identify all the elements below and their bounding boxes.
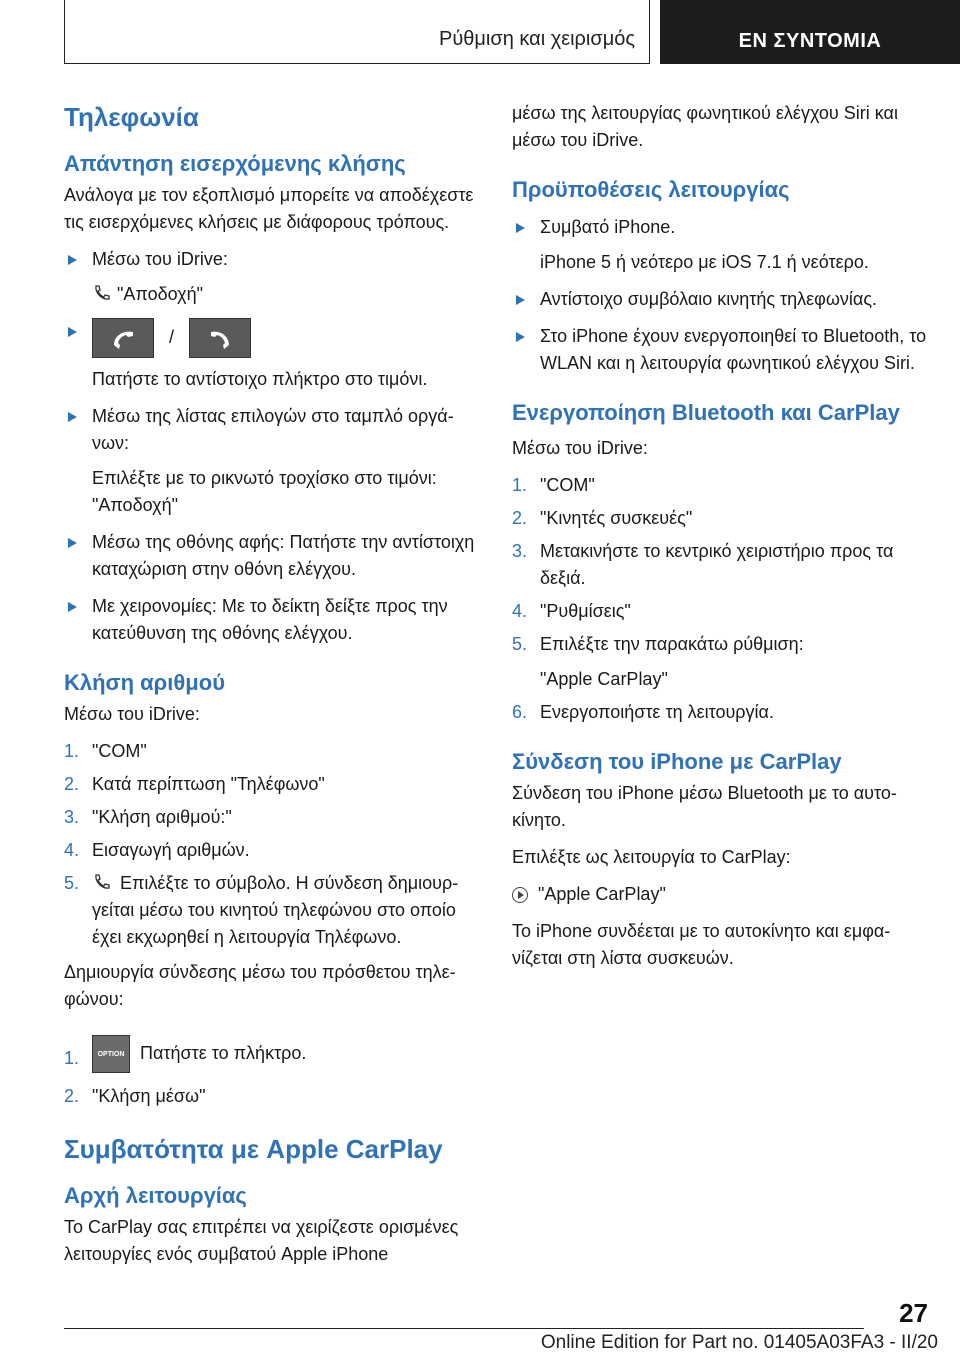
chapter-tab[interactable]: ΕΝ ΣΥΝΤΟΜΙΑ bbox=[660, 0, 960, 64]
header-box bbox=[64, 0, 650, 64]
list-item-text: Μέσω του iDrive: bbox=[92, 249, 228, 269]
connect-text-2: Επιλέξτε ως λειτουργία το CarPlay: bbox=[512, 847, 791, 867]
list-item: Στο iPhone έχουν ενεργοποιηθεί το Bluetooth, το WLAN και η λειτουργία φωνητικού ελέγχου Siri. bbox=[512, 323, 928, 377]
list-item-sub: Επιλέξτε με το ρικνωτό τροχίσκο στο τιμόνι: "Αποδοχή" bbox=[92, 468, 437, 515]
list-item: Με χειρονομίες: Με το δείκτη δείξτε προς την κατεύθυνση της οθόνης ελέγχου. bbox=[64, 593, 480, 647]
bt-steps bbox=[512, 472, 928, 726]
list-item: 4. "Ρυθμίσεις" bbox=[512, 601, 631, 621]
page-number: 27 bbox=[899, 1298, 928, 1328]
list-item: 3. "Κλήση αριθμού:" bbox=[64, 807, 232, 827]
list-item bbox=[64, 318, 480, 393]
principle-text-cont: μέσω της λειτουργίας φωνητικού ελέγχου Siri και μέσω του iDrive. bbox=[512, 103, 898, 150]
connect-text-1: Σύνδεση του iPhone μέσω Bluetooth με το αυτοκίνητο. bbox=[512, 783, 897, 830]
right-column bbox=[512, 100, 928, 982]
connect-heading: Σύνδεση του iPhone με CarPlay bbox=[512, 749, 842, 774]
connect-text-3: "Apple CarPlay" bbox=[512, 881, 928, 908]
steering-phone-button-icon bbox=[189, 318, 251, 358]
principle-heading: Αρχή λειτουργίας bbox=[64, 1183, 247, 1208]
list-item: 2. Κατά περίπτωση "Τηλέφωνο" bbox=[64, 774, 325, 794]
list-item: 1. "COM" bbox=[64, 741, 147, 761]
list-item: 4. Εισαγωγή αριθμών. bbox=[64, 840, 250, 860]
answer-intro: Ανάλογα με τον εξοπλισμό μπορείτε να αποδέχεστε τις εισερχόμενες κλήσεις με διάφορους τρόπους. bbox=[64, 185, 474, 232]
footer-divider bbox=[64, 1328, 864, 1329]
play-icon bbox=[512, 887, 528, 903]
bt-intro: Μέσω του iDrive: bbox=[512, 438, 648, 458]
section-title: Ρύθμιση και χειρισμός bbox=[438, 28, 635, 50]
prereq-heading: Προϋποθέσεις λειτουργίας bbox=[512, 177, 790, 202]
list-item bbox=[64, 246, 480, 308]
prereq-list bbox=[512, 214, 928, 377]
list-item-sub: Πατήστε το αντίστοιχο πλήκτρο στο τιμόνι. bbox=[92, 369, 428, 389]
list-item-sub: iPhone 5 ή νεότερο με iOS 7.1 ή νεότερο. bbox=[540, 252, 869, 272]
list-item: 1. "COM" bbox=[512, 475, 595, 495]
option-button-icon: OPTION bbox=[92, 1035, 130, 1073]
principle-text: Το CarPlay σας επιτρέπει να χειρίζεστε ορισμένες λειτουργίες ενός συμβατού Apple iPhone bbox=[64, 1217, 459, 1264]
list-item: 6. Ενεργοποιήστε τη λειτουργία. bbox=[512, 702, 774, 722]
list-item: 5. Επιλέξτε το σύμβολο. Η σύνδεση δημιουργείται μέσω του κινητού τηλεφώνου στο οποίο έχει εκχωρηθεί η λειτουργία Τηλέφωνο. bbox=[64, 873, 459, 947]
answer-call-button-icon bbox=[92, 318, 154, 358]
separator: / bbox=[169, 326, 175, 347]
dial-steps bbox=[64, 738, 480, 951]
list-item: Συμβατό iPhone. iPhone 5 ή νεότερο με iOS 7.1 ή νεότερο. bbox=[512, 214, 928, 276]
carplay-title: Συμβατότητα με Apple CarPlay bbox=[64, 1134, 443, 1164]
answer-list bbox=[64, 246, 480, 647]
list-item-sub: "Αποδοχή" bbox=[92, 281, 480, 308]
list-item: 1. OPTION Πατήστε το πλήκτρο. bbox=[64, 1035, 480, 1073]
connect-text-4: Το iPhone συνδέεται με το αυτοκίνητο και εμφανίζεται στη λίστα συσκευών. bbox=[512, 921, 891, 968]
bt-heading: Ενεργοποίηση Bluetooth και CarPlay bbox=[512, 400, 900, 425]
list-item: 5. Επιλέξτε την παρακάτω ρύθμιση: "Apple CarPlay" bbox=[512, 634, 804, 689]
edition-footer: Online Edition for Part no. 01405A03FA3 - II/20 bbox=[540, 1332, 938, 1353]
list-item: 2. "Κινητές συσκευές" bbox=[512, 508, 693, 528]
dial-heading: Κλήση αριθμού bbox=[64, 670, 226, 695]
answer-heading: Απάντηση εισερχόμενης κλήσης bbox=[64, 151, 406, 176]
extra-steps bbox=[64, 1035, 480, 1110]
left-column bbox=[64, 100, 480, 1278]
phone-icon bbox=[92, 872, 112, 892]
dial-intro: Μέσω του iDrive: bbox=[64, 704, 200, 724]
list-item: 2. "Κλήση μέσω" bbox=[64, 1086, 206, 1106]
list-item: Αντίστοιχο συμβόλαιο κινητής τηλεφωνίας. bbox=[512, 286, 928, 313]
extra-phone-text: Δημιουργία σύνδεσης μέσω του πρόσθετου τηλεφώνου: bbox=[64, 962, 456, 1009]
list-item: Μέσω της οθόνης αφής: Πατήστε την αντίστοιχη καταχώριση στην οθόνη ελέγχου. bbox=[64, 529, 480, 583]
page-title: Τηλεφωνία bbox=[64, 102, 199, 132]
phone-icon bbox=[92, 283, 112, 303]
list-item: 3. Μετακινήστε το κεντρικό χειριστήριο προς τα δεξιά. bbox=[512, 541, 894, 588]
list-item: Μέσω της λίστας επιλογών στο ταμπλό οργάνων: Επιλέξτε με το ρικνωτό τροχίσκο στο τιμόνι: "Αποδοχή" bbox=[64, 403, 480, 519]
